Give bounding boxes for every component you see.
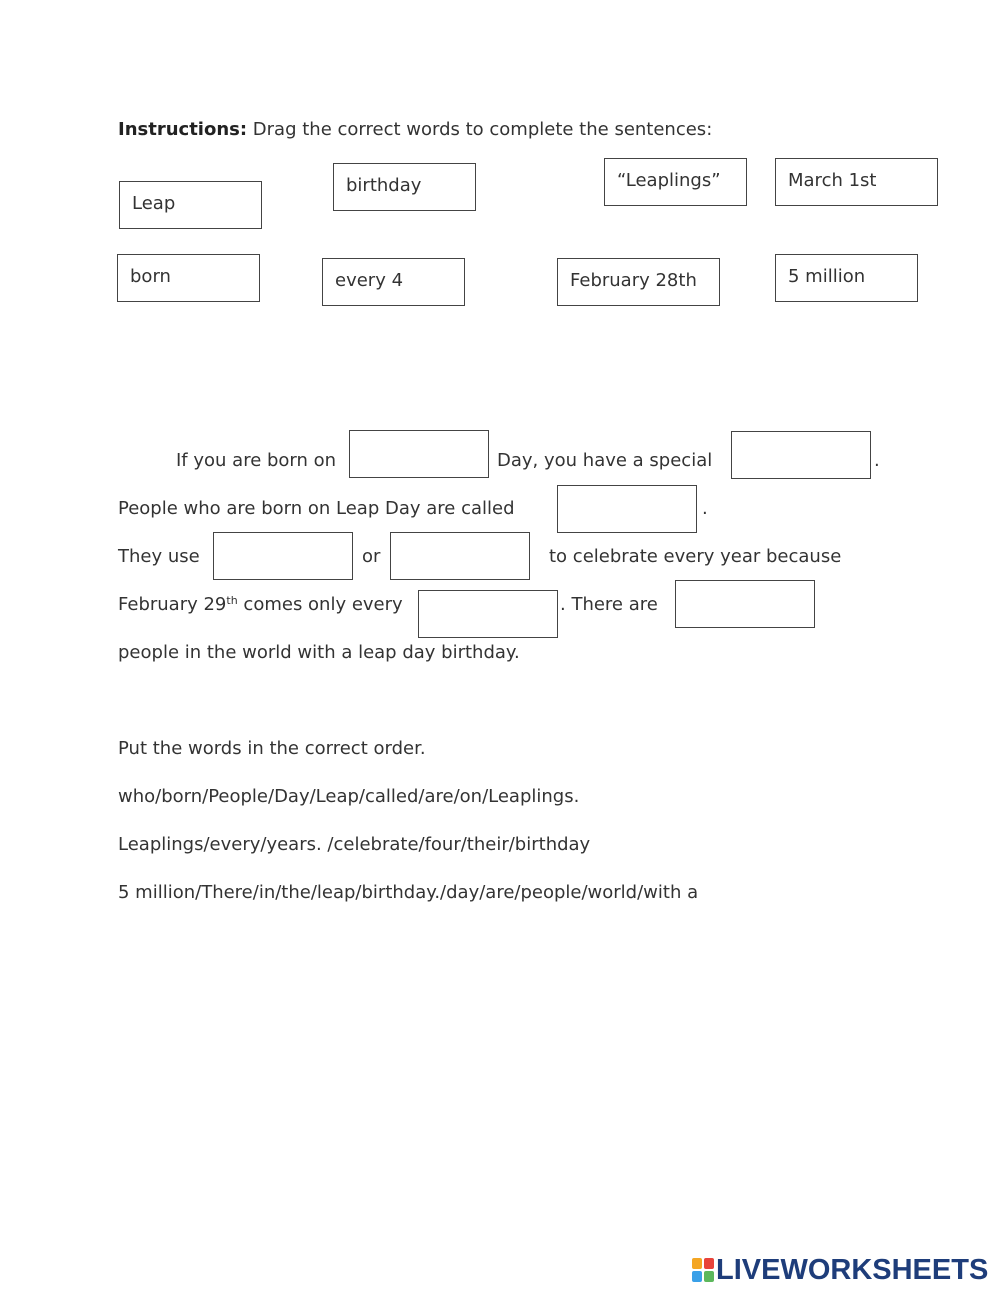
sentence-5: people in the world with a leap day birthday. [118,642,520,663]
drop-blank-4[interactable] [213,532,353,580]
word-label: “Leaplings” [617,170,721,191]
word-label: March 1st [788,170,877,191]
sentence-4-text: comes only every [243,594,403,615]
sentence-2-end: . [702,498,708,519]
sentence-4-date: February 29 [118,594,227,615]
sentence-3-part-b: to celebrate every year because [549,546,842,567]
word-label: February 28th [570,270,697,291]
sentence-4-part-c: . There are [560,594,658,615]
word-label: every 4 [335,270,404,291]
word-card-every-4[interactable] [322,258,465,306]
word-card-5-million[interactable] [775,254,918,302]
word-label: Leap [132,193,176,214]
order-heading: Put the words in the correct order. [118,738,426,759]
liveworksheets-logo [692,1254,992,1286]
drop-blank-1[interactable] [349,430,489,478]
sentence-4-part-a [118,596,403,614]
sentence-2-part-a: People who are born on Leap Day are called [118,498,515,519]
word-card-birthday[interactable] [333,163,476,211]
liveworksheets-logo-text: LIVEWORKSHEETS [716,1254,989,1286]
order-line-2: Leaplings/every/years. /celebrate/four/their/birthday [118,834,591,855]
word-card-february-28th[interactable] [557,258,720,306]
word-card-march-1st[interactable] [775,158,938,206]
word-label: birthday [346,175,422,196]
word-card-born[interactable] [117,254,260,302]
word-card-leaplings[interactable] [604,158,747,206]
sentence-1-part-a: If you are born on [176,450,337,471]
drop-blank-5[interactable] [390,532,530,580]
sentence-1-end: . [874,450,880,471]
word-label: 5 million [788,266,866,287]
instructions [118,121,712,139]
order-line-1: who/born/People/Day/Leap/called/are/on/Leaplings. [118,786,580,807]
instructions-label: Instructions: [118,119,248,140]
drop-blank-2[interactable] [731,431,871,479]
drop-blank-7[interactable] [675,580,815,628]
order-line-3: 5 million/There/in/the/leap/birthday./day/are/people/world/with a [118,882,699,903]
drop-blank-3[interactable] [557,485,697,533]
word-label: born [130,266,171,287]
word-card-leap[interactable] [119,181,262,229]
sentence-3-or: or [362,546,381,567]
sentence-3-part-a: They use [118,546,200,567]
instructions-text: Drag the correct words to complete the sentences: [252,119,713,140]
sentence-4-superscript: th [226,594,238,607]
liveworksheets-logo-icon [692,1258,714,1282]
sentence-1-part-b: Day, you have a special [497,450,713,471]
drop-blank-6[interactable] [418,590,558,638]
